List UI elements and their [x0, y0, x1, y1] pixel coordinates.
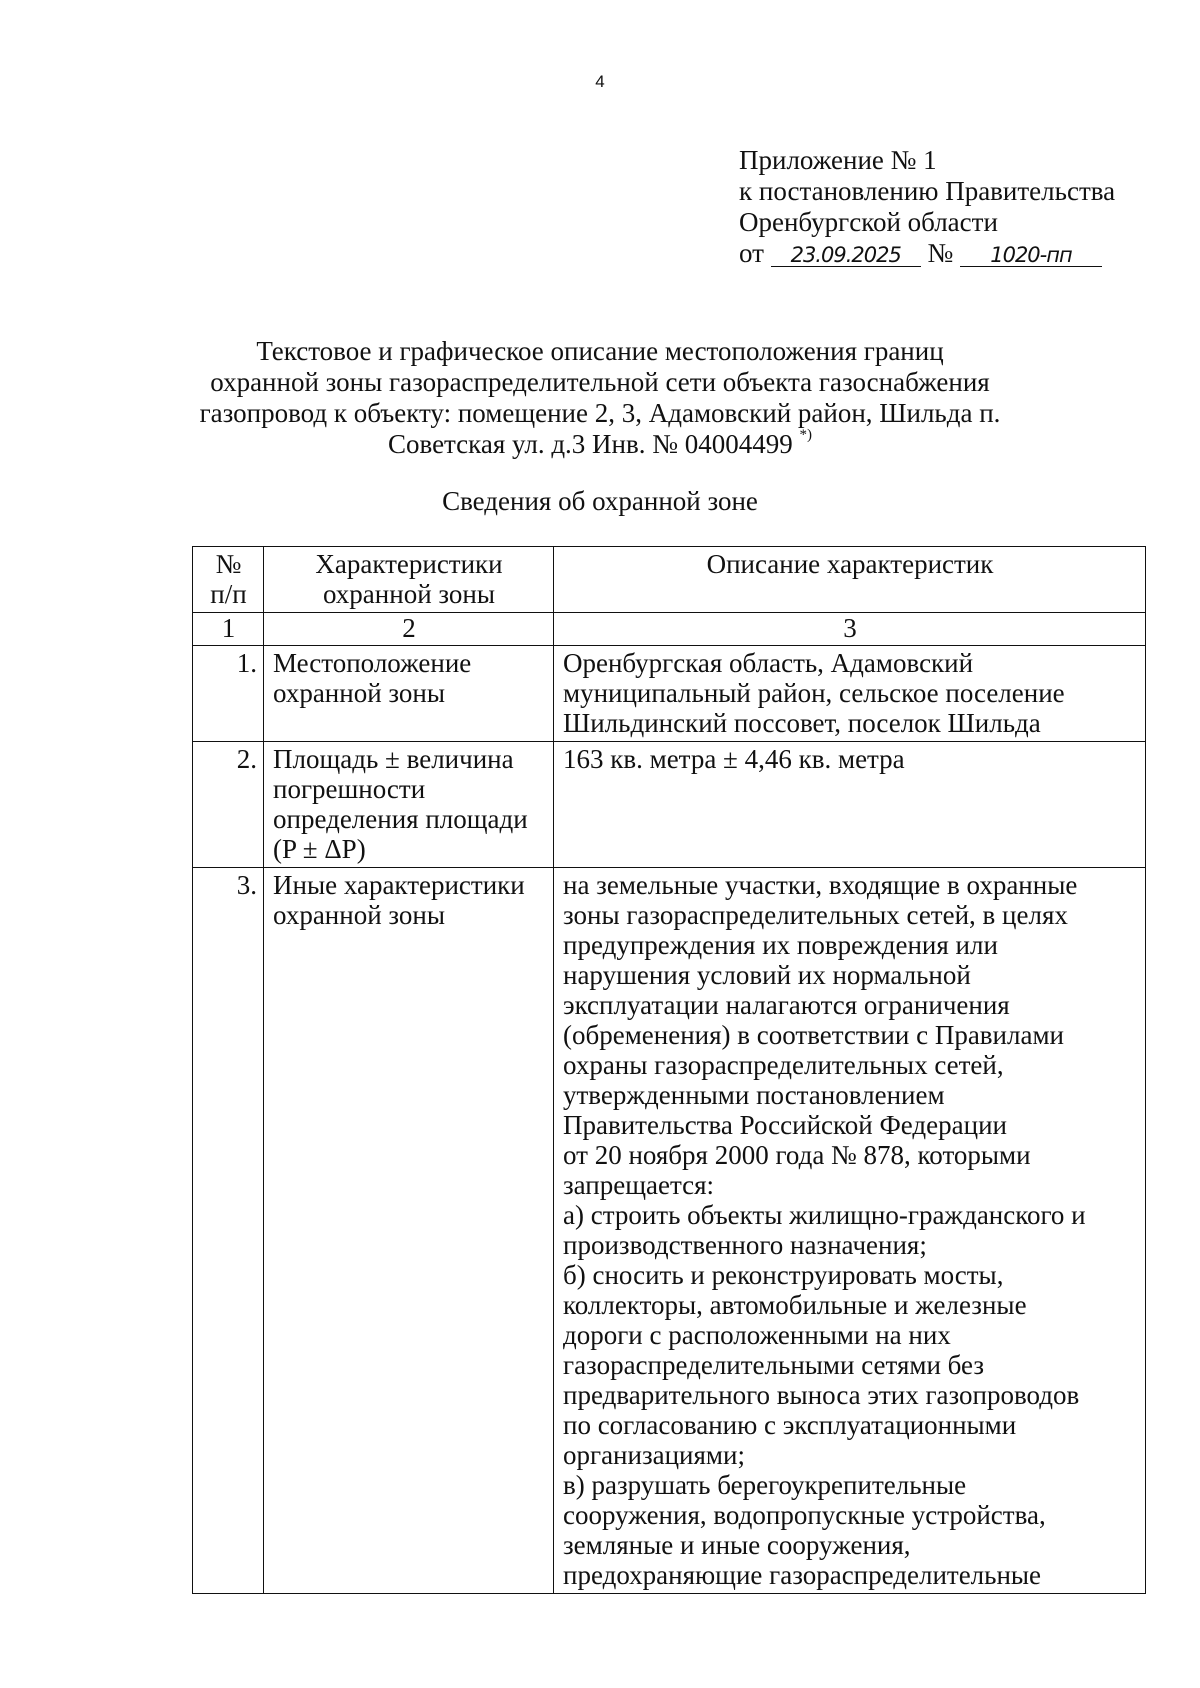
header-col-characteristics-line: Характеристики — [315, 549, 503, 579]
row-description-line: коллекторы, автомобильные и железные — [563, 1290, 1027, 1320]
row-characteristic-line: Иные характеристики — [273, 870, 525, 900]
row-description-line: эксплуатации налагаются ограничения — [563, 990, 1010, 1020]
header-col-number — [193, 547, 264, 613]
row-description-line: сооружения, водопропускные устройства, — [563, 1500, 1046, 1530]
header-col-characteristics — [264, 547, 554, 613]
row-characteristic — [264, 868, 554, 1594]
appendix-block — [739, 145, 1179, 269]
row-description — [554, 742, 1146, 868]
handwritten-date: 23.09.2025 — [771, 244, 921, 267]
row-characteristic-line: (P ± ΔP) — [273, 834, 366, 864]
appendix-region: Оренбургской области — [739, 207, 998, 237]
from-label: от — [739, 238, 764, 268]
table-row-other-characteristics — [193, 868, 1146, 1594]
page-number: 4 — [595, 72, 605, 91]
footnote-mark: *) — [799, 427, 813, 443]
row-description-line: предварительного выноса этих газопроводов — [563, 1380, 1080, 1410]
row-description-line: (обременения) в соответствии с Правилами — [563, 1020, 1064, 1050]
number-label: № — [927, 238, 954, 268]
header-col-description — [554, 547, 1146, 613]
row-number: 3. — [193, 868, 264, 1594]
heading-line-3: газопровод к объекту: помещение 2, 3, Адамовский район, Шильда п. — [199, 398, 1001, 428]
table-row-area — [193, 742, 1146, 868]
row-description-line: дороги с расположенными на них — [563, 1320, 951, 1350]
row-characteristic-line: охранной зоны — [273, 678, 446, 708]
row-characteristic — [264, 742, 554, 868]
document-heading — [0, 336, 1200, 460]
row-description-line: предохраняющие газораспределительные — [563, 1560, 1042, 1590]
row-description — [554, 646, 1146, 742]
row-description-line: Шильдинский поссовет, поселок Шильда — [563, 708, 1041, 738]
row-description-line: от 20 ноября 2000 года № 878, которыми — [563, 1140, 1031, 1170]
row-characteristic-line: охранной зоны — [273, 900, 446, 930]
row-description-line: газораспределительными сетями без — [563, 1350, 985, 1380]
column-number-2: 2 — [264, 613, 554, 646]
heading-line-4 — [0, 429, 1200, 460]
heading-line-1: Текстовое и графическое описание местоположения границ — [256, 336, 944, 366]
row-number: 2. — [193, 742, 264, 868]
row-description-line: в) разрушать берегоукрепительные — [563, 1470, 967, 1500]
header-col-characteristics-line: охранной зоны — [322, 579, 495, 609]
appendix-date-number-line — [739, 238, 1179, 269]
handwritten-number: 1020-пп — [960, 244, 1102, 267]
row-description-line: земляные и иные сооружения, — [563, 1530, 911, 1560]
row-description-line: Правительства Российской Федерации — [563, 1110, 1007, 1140]
row-description-line: утвержденными постановлением — [563, 1080, 945, 1110]
row-description-line: а) строить объекты жилищно-гражданского и — [563, 1200, 1086, 1230]
row-description-line: б) сносить и реконструировать мосты, — [563, 1260, 1004, 1290]
row-description-line: 163 кв. метра ± 4,46 кв. метра — [563, 744, 905, 774]
row-description-line: по согласованию с эксплуатационными — [563, 1410, 1017, 1440]
heading-line-4-text: Советская ул. д.3 Инв. № 04004499 — [387, 429, 793, 459]
row-description-line: нарушения условий их нормальной — [563, 960, 971, 990]
appendix-title: Приложение № 1 — [739, 145, 937, 175]
row-description-line: зоны газораспределительных сетей, в целях — [563, 900, 1068, 930]
row-characteristic — [264, 646, 554, 742]
header-col-description-line: Описание характеристик — [706, 549, 994, 579]
column-number-1: 1 — [193, 613, 264, 646]
row-characteristic-line: Площадь ± величина — [273, 744, 514, 774]
column-number-3: 3 — [554, 613, 1146, 646]
row-number: 1. — [193, 646, 264, 742]
heading-line-2: охранной зоны газораспределительной сети объекта газоснабжения — [210, 367, 990, 397]
row-description-line: запрещается: — [563, 1170, 715, 1200]
row-description-line: на земельные участки, входящие в охранные — [563, 870, 1078, 900]
row-description-line: предупреждения их повреждения или — [563, 930, 998, 960]
row-characteristic-line: Местоположение — [273, 648, 472, 678]
row-description-line: муниципальный район, сельское поселение — [563, 678, 1065, 708]
row-characteristic-line: определения площади — [273, 804, 528, 834]
row-description-line: охраны газораспределительных сетей, — [563, 1050, 1004, 1080]
row-characteristic-line: погрешности — [273, 774, 426, 804]
section-title: Сведения об охранной зоне — [442, 486, 758, 516]
protection-zone-table — [192, 546, 1146, 1594]
table-column-numbers-row — [193, 613, 1146, 646]
appendix-resolution: к постановлению Правительства — [739, 176, 1116, 206]
header-col-number-line: п/п — [210, 579, 247, 609]
table-row-location — [193, 646, 1146, 742]
row-description-line: Оренбургская область, Адамовский — [563, 648, 974, 678]
header-col-number-line: № — [215, 549, 242, 579]
table-header-row — [193, 547, 1146, 613]
row-description-line: организациями; — [563, 1440, 745, 1470]
row-description — [554, 868, 1146, 1594]
row-description-line: производственного назначения; — [563, 1230, 927, 1260]
